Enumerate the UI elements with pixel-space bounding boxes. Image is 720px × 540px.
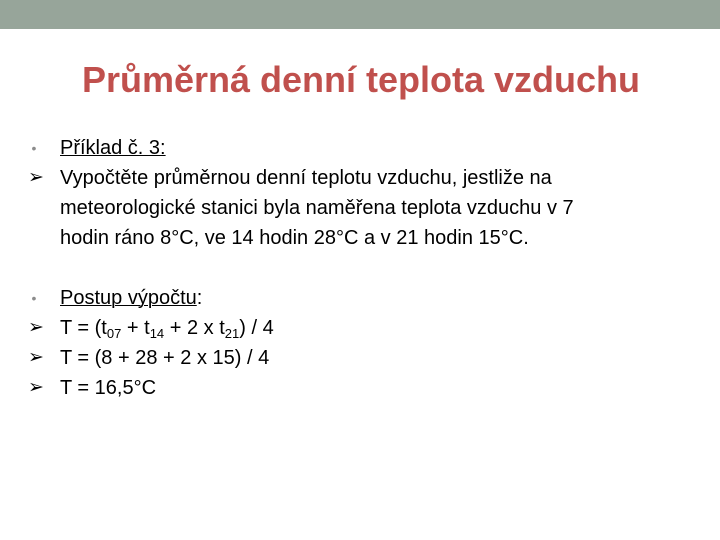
formula (60, 317, 274, 339)
arrowhead-icon: ➢ (28, 167, 44, 188)
substitution-item (28, 343, 698, 373)
task-line-2: meteorologické stanici byla naměřena teplota vzduchu v 7 (60, 197, 574, 219)
top-bar (0, 0, 720, 29)
task-item (28, 163, 698, 193)
formula-subscript: 07 (106, 326, 122, 341)
result: T = 16,5°C (60, 377, 157, 399)
slide-content (28, 133, 698, 403)
formula-part: ) / 4 (239, 317, 274, 339)
procedure-heading: Postup výpočtu (60, 287, 197, 309)
bullet-dot-icon: • (31, 140, 37, 156)
formula-part: T = (t (60, 317, 107, 339)
result-item (28, 373, 698, 403)
formula-part: + 2 x t (164, 317, 225, 339)
spacer (28, 253, 698, 283)
arrowhead-icon: ➢ (28, 377, 44, 398)
procedure-bullet (28, 283, 698, 313)
example-bullet (28, 133, 698, 163)
formula-subscript: 14 (149, 326, 165, 341)
task-line-3: hodin ráno 8°C, ve 14 hodin 28°C a v 21 hodin 15°C. (60, 227, 529, 249)
task-line-1: Vypočtěte průměrnou denní teplotu vzduchu, jestliže na (60, 167, 552, 189)
formula-item (28, 313, 698, 343)
task-continuation (28, 223, 698, 253)
procedure-colon: : (196, 287, 203, 309)
bullet-dot-icon: • (31, 290, 37, 306)
example-heading: Příklad č. 3: (60, 137, 166, 159)
task-continuation (28, 193, 698, 223)
formula-part: + t (121, 317, 150, 339)
substitution: T = (8 + 28 + 2 x 15) / 4 (60, 347, 270, 369)
arrowhead-icon: ➢ (28, 317, 44, 338)
formula-subscript: 21 (224, 326, 240, 341)
arrowhead-icon: ➢ (28, 347, 44, 368)
slide-title: Průměrná denní teplota vzduchu (81, 59, 641, 100)
